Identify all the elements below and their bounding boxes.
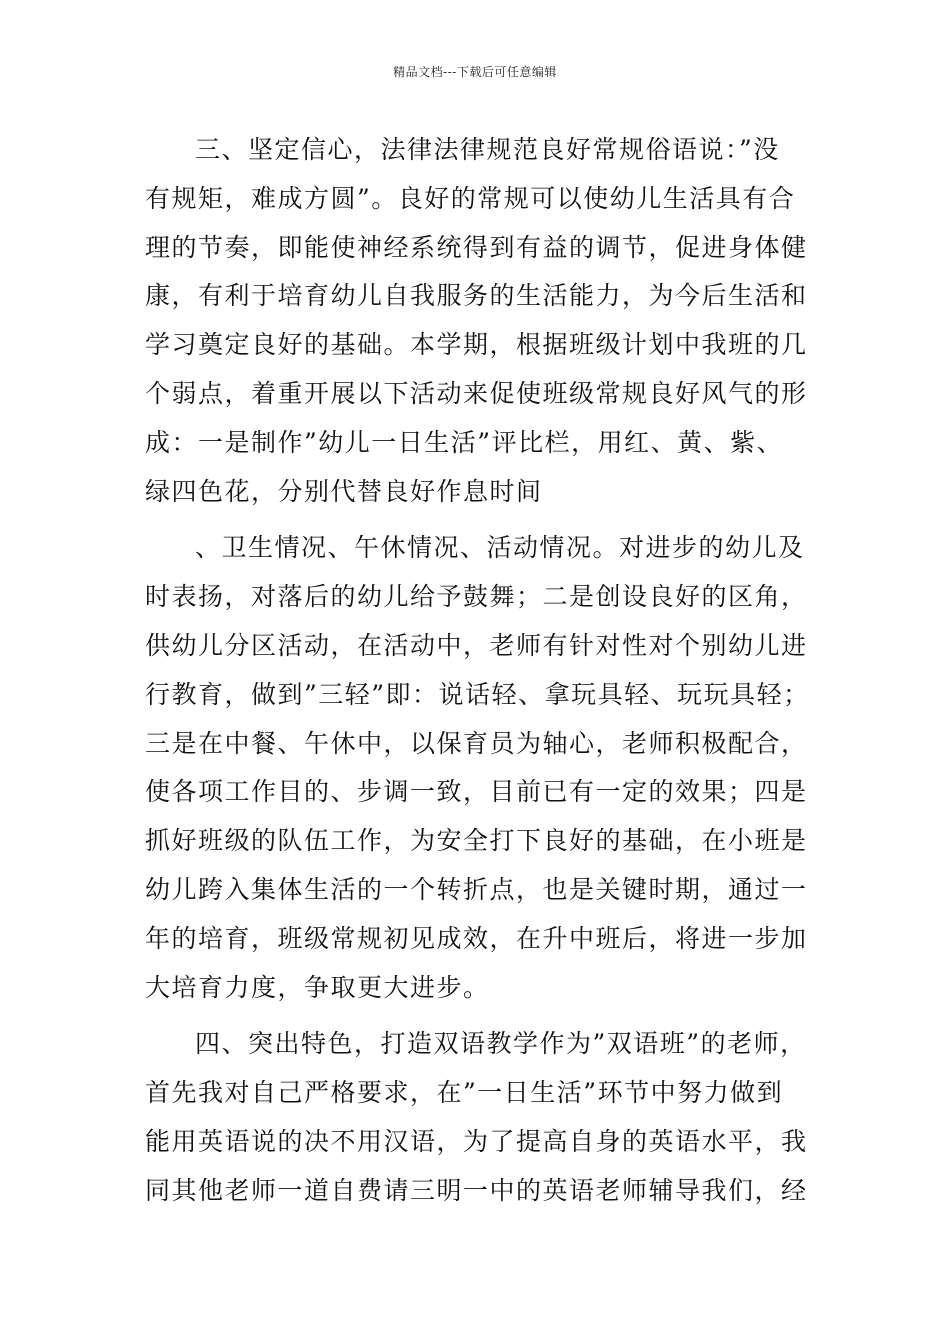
text-line: 同其他老师一道自费请三明一中的英语老师辅导我们，经 xyxy=(145,1175,808,1205)
text-line: 绿四色花，分别代替良好作息时间 xyxy=(145,476,543,506)
page-header: 精品文档---下载后可任意编辑 xyxy=(393,65,557,79)
text-line: 成：一是制作”幼儿一日生活”评比栏，用红、黄、紫、 xyxy=(145,427,784,457)
paragraph-four xyxy=(145,1020,825,1215)
text-line: 理的节奏，即能使神经系统得到有益的调节，促进身体健 xyxy=(145,232,808,262)
text-line: 、卫生情况、午休情况、活动情况。对进步的幼儿及 xyxy=(195,533,805,563)
text-line: 使各项工作目的、步调一致，目前已有一定的效果；四是 xyxy=(145,777,808,807)
document-body xyxy=(145,126,825,1216)
text-line: 个弱点，着重开展以下活动来促使班级常规良好风气的形 xyxy=(145,378,808,408)
text-line: 行教育，做到”三轻”即：说话轻、拿玩具轻、玩玩具轻； xyxy=(145,679,810,709)
text-line: 抓好班级的队伍工作，为安全打下良好的基础，在小班是 xyxy=(145,826,808,856)
text-line: 大培育力度，争取更大进步。 xyxy=(145,972,490,1002)
text-line: 时表扬，对落后的幼儿给予鼓舞；二是创设良好的区角， xyxy=(145,582,808,612)
text-line: 首先我对自己严格要求，在”一日生活”环节中努力做到 xyxy=(145,1078,784,1108)
text-line: 幼儿跨入集体生活的一个转折点，也是关键时期，通过一 xyxy=(145,874,808,904)
text-line: 能用英语说的决不用汉语，为了提高自身的英语水平，我 xyxy=(145,1126,808,1156)
paragraph-continuation xyxy=(145,524,825,1012)
text-line: 三、坚定信心，法律法律规范良好常规俗语说：”没 xyxy=(195,135,780,164)
text-line: 三是在中餐、午休中，以保育员为轴心，老师积极配合， xyxy=(145,728,808,758)
text-line: 学习奠定良好的基础。本学期，根据班级计划中我班的几 xyxy=(145,330,808,360)
paragraph-three xyxy=(145,126,825,516)
text-line: 供幼儿分区活动，在活动中，老师有针对性对个别幼儿进 xyxy=(145,630,808,660)
text-line: 有规矩，难成方圆”。良好的常规可以使幼儿生活具有合 xyxy=(145,183,796,213)
text-line: 康，有利于培育幼儿自我服务的生活能力，为今后生活和 xyxy=(145,281,808,311)
text-line: 四、突出特色，打造双语教学作为”双语班”的老师， xyxy=(195,1029,807,1059)
text-line: 年的培育，班级常规初见成效，在升中班后，将进一步加 xyxy=(145,923,808,953)
